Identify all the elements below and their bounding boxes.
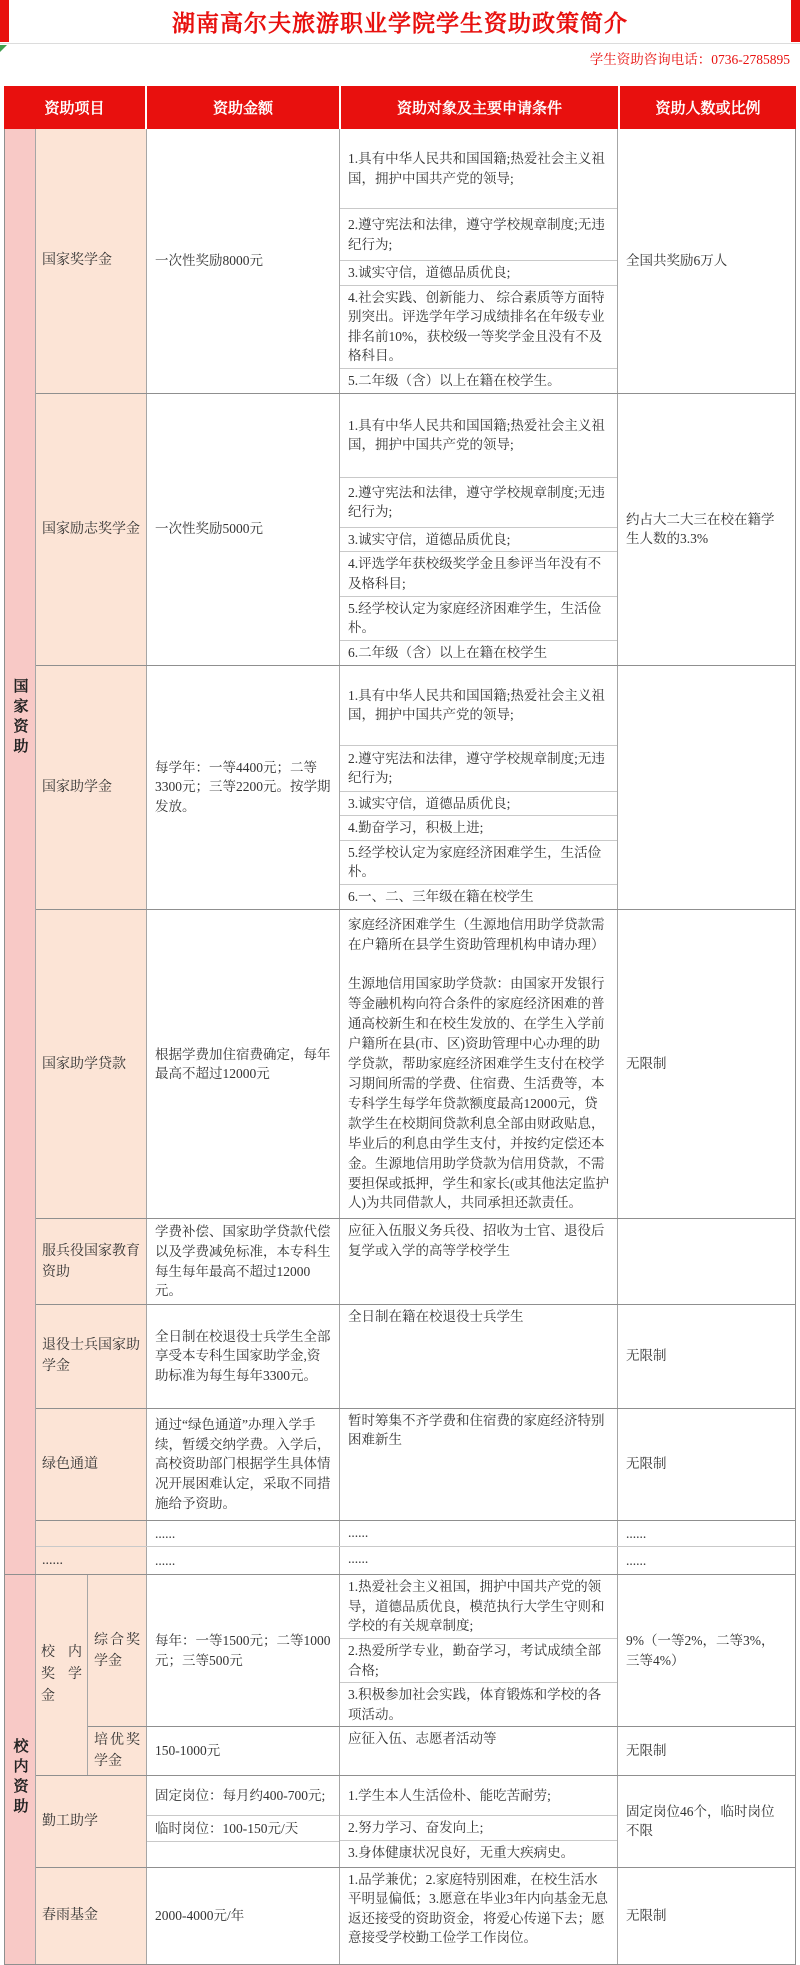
table-row [36,666,795,910]
amount-text: 每年：一等1500元；二等1000元；三等500元 [155,1633,331,1668]
condition-item: 应征入伍、志愿者活动等 [348,1731,497,1747]
amount-text: 一次性奖励8000元 [155,253,263,269]
project-name-cell [36,1219,147,1303]
conditions-cell [340,1521,618,1547]
quota-cell: 无限制 [626,1456,667,1472]
table-row [36,910,795,1220]
condition-item: ...... [348,1551,369,1567]
column-header-conditions: 资助对象及主要申请条件 [341,86,618,129]
phone-label: 学生资助咨询电话：0736-2785895 [589,52,790,67]
amount-text: 根据学费加住宿费确定，每年最高不超过12000元 [155,1046,331,1082]
condition-item: 3.身体健康状况良好，无重大疾病史。 [348,1844,575,1860]
amount-text: ...... [155,1525,176,1541]
condition-item: 6.一、二、三年级在籍在校学生 [348,889,534,905]
project-name-cell [36,1409,147,1520]
section-label-cell [5,129,36,1574]
amount-cell [147,394,340,665]
condition-item: 3.诚实守信，道德品质优良; [340,261,617,286]
project-name-cell [36,1521,147,1547]
column-header-amount: 资助金额 [147,86,339,129]
project-name-cell [36,129,147,393]
project-name-cell [36,666,147,909]
table-row [88,1575,795,1727]
condition-item: 4.评选学年获校级奖学金且参评当年没有不及格科目; [340,552,617,596]
project-name: 勤工助学 [42,1813,98,1829]
project-name: ...... [42,1553,63,1569]
quota-cell: ...... [626,1552,647,1568]
condition-item: 5.经学校认定为家庭经济困难学生，生活俭朴。 [340,597,617,641]
condition-item: 2.遵守宪法和法律，遵守学校规章制度;无违纪行为; [340,478,617,528]
project-name-cell [88,1727,147,1775]
condition-item: 1.热爱社会主义祖国，拥护中国共产党的领导，道德品质优良，模范执行大学生守则和学校的有关规章制度; [340,1575,617,1639]
group-row [36,1575,795,1776]
table-section [5,129,795,1574]
amount-text [147,1842,339,1867]
project-name: 国家奖学金 [42,253,112,269]
conditions-cell [340,1219,618,1303]
project-name: 春雨基金 [42,1908,98,1924]
condition-item: 1.品学兼优；2.家庭特别困难，在校生活水平明显偏低；3.愿意在毕业3年内向基金无息返还接受的资助资金，将爱心传递下去；愿意接受学校勤工俭学工作岗位。 [348,1871,608,1946]
amount-cell [147,129,340,393]
quota-cell [618,1219,795,1303]
condition-item: 4.勤奋学习，积极上进; [340,816,617,841]
page-title: 湖南高尔夫旅游职业学院学生资助政策简介 [172,11,628,36]
conditions-cell [340,1409,618,1520]
amount-cell [147,1409,340,1520]
amount-cell [147,910,340,1219]
quota-cell [618,666,795,909]
amount-text: 一次性奖励5000元 [155,521,263,537]
conditions-cell [340,910,618,1219]
group-name-cell [36,1575,88,1775]
section-rows [36,1575,795,1964]
project-name-cell [36,910,147,1219]
group-name: 校内奖学金 [41,1644,82,1705]
phone-row [0,44,800,72]
condition-item: 全日制在籍在校退役士兵学生 [348,1308,524,1324]
table-row [36,1219,795,1304]
amount-text: ...... [155,1552,176,1568]
conditions-cell [340,1868,618,1964]
green-corner-marker [0,45,7,52]
project-name-cell [88,1575,147,1726]
conditions-cell [340,1776,618,1867]
red-corner-bar-left [0,0,9,42]
project-name: 国家助学金 [42,779,112,795]
amount-text: 每学年：一等4400元；二等3300元；三等2200元。按学期发放。 [155,759,331,815]
condition-item: 应征入伍服义务兵役、招收为士官、退役后复学或入学的高等学校学生 [348,1223,605,1258]
condition-item: 3.积极参加社会实践，体育锻炼和学校的各项活动。 [348,1687,602,1722]
table-row [36,1409,795,1521]
condition-item: 2.遵守宪法和法律，遵守学校规章制度;无违纪行为; [340,209,617,261]
quota-cell: 无限制 [626,1056,667,1072]
table-row [36,394,795,666]
table-header-row [4,86,796,129]
condition-paragraph: 生源地信用国家助学贷款：由国家开发银行等金融机构向符合条件的家庭经济困难的普通高校新生和在校生发放的、在学生入学前户籍所在县(市、区)资助管理中心办理的助学贷款，帮助家庭经济困难学生支付在校学习期间所需的学费、住宿费、生活费等，本专科学生每学年贷款额度最高12000元，贷款学生在校期间贷款利息全部由财政贴息，毕业后的利息由学生支付，并按约定偿还本金。生源地信用助学贷款为信用贷款，不需要担保或抵押，学生和家长(或其他法定监护人)为共同借款人，共同承担还款责任。 [348,975,609,1211]
column-header-quota: 资助人数或比例 [620,86,796,129]
condition-item: 4.社会实践、创新能力、 综合素质等方面特别突出。评选学年学习成绩排名在年级专业排名前10%，获校级一等奖学金且没有不及格科目。 [340,286,617,369]
red-corner-bar-right [791,0,800,42]
amount-text: 学费补偿、国家助学贷款代偿以及学费减免标准，本专科生每生每年最高不超过12000元。 [155,1224,331,1299]
table-body [4,129,796,1965]
amount-text: 固定岗位：每月约400-700元; [147,1776,339,1816]
project-name: 国家励志奖学金 [42,521,140,537]
amount-cell [147,1547,340,1574]
condition-item: 2.努力学习、奋发向上; [340,1816,617,1841]
condition-item: 3.诚实守信，道德品质优良; [340,528,617,553]
project-name: 服兵役国家教育资助 [42,1243,140,1280]
project-name: 培优奖学金 [94,1733,140,1770]
table-row [36,129,795,394]
column-header-project: 资助项目 [4,86,145,129]
amount-cell [147,1521,340,1547]
amount-text: 通过“绿色通道”办理入学手续，暂缓交纳学费。入学后，高校资助部门根据学生具体情况开展困难认定，采取不同措施给予资助。 [155,1417,331,1511]
project-name-cell [36,1305,147,1408]
amount-cell [147,1727,340,1775]
aid-policy-table [4,86,796,1965]
project-name-cell [36,1776,147,1867]
quota-cell: 全国共奖励6万人 [626,253,728,269]
condition-item: 1.具有中华人民共和国国籍;热爱社会主义祖国，拥护中国共产党的领导; [340,394,617,478]
table-section [5,1574,795,1964]
condition-item: 1.学生本人生活俭朴、能吃苦耐劳; [340,1776,617,1816]
table-row [36,1305,795,1409]
condition-item: 5.经学校认定为家庭经济困难学生，生活俭朴。 [340,841,617,885]
conditions-cell [340,1305,618,1408]
table-row [36,1547,795,1574]
quota-cell: 无限制 [626,1348,667,1364]
condition-item: 6.二年级（含）以上在籍在校学生 [348,644,548,660]
amount-cell [147,1868,340,1964]
amount-cell [147,1305,340,1408]
project-name: 国家助学贷款 [42,1056,126,1072]
quota-cell: 无限制 [626,1743,667,1759]
table-row [36,1868,795,1964]
amount-cell [147,1219,340,1303]
quota-cell: ...... [626,1525,647,1541]
conditions-cell [340,1547,618,1574]
condition-item: 2.热爱所学专业，勤奋学习，考试成绩全部合格; [340,1639,617,1683]
amount-text: 临时岗位：100-150元/天 [147,1816,339,1842]
project-name: 退役士兵国家助学金 [42,1338,140,1375]
group-rows [88,1575,795,1775]
condition-item: 1.具有中华人民共和国国籍;热爱社会主义祖国，拥护中国共产党的领导; [340,666,617,746]
amount-cell [147,1575,340,1726]
project-name-cell [36,394,147,665]
quota-cell: 约占大二大三在校在籍学生人数的3.3% [626,511,775,547]
condition-paragraphs [340,910,617,1219]
project-name-cell [36,1868,147,1964]
section-label: 校内资助 [11,1738,28,1819]
condition-paragraph: 家庭经济困难学生（生源地信用助学贷款需在户籍所在县学生资助管理机构申请办理） [348,916,605,952]
table-row [36,1776,795,1868]
condition-item: 5.二年级（含）以上在籍在校学生。 [348,373,561,389]
quota-cell: 固定岗位46个，临时岗位不限 [626,1803,775,1839]
title-bar [0,0,800,44]
condition-item: 2.遵守宪法和法律，遵守学校规章制度;无违纪行为; [340,746,617,792]
table-row [36,1521,795,1548]
project-name-cell [36,1547,147,1574]
section-label: 国家资助 [11,678,28,759]
table-row [88,1727,795,1775]
condition-item: ...... [348,1524,369,1540]
quota-cell: 9%（一等2%，二等3%，三等4%） [626,1633,775,1668]
condition-item: 3.诚实守信，道德品质优良; [340,792,617,817]
conditions-cell [340,129,618,393]
project-name: 综合奖学金 [94,1632,140,1669]
amount-cell [147,666,340,909]
amount-text: 150-1000元 [155,1743,221,1759]
section-rows [36,129,795,1574]
amount-text: 全日制在校退役士兵学生全部享受本专科生国家助学金,资助标准为每生每年3300元。 [155,1328,331,1383]
conditions-cell [340,666,618,909]
amount-cell [147,1776,340,1867]
conditions-cell [340,394,618,665]
amount-text: 2000-4000元/年 [155,1907,245,1923]
project-name: 绿色通道 [42,1456,98,1472]
quota-cell: 无限制 [626,1907,667,1923]
condition-item: 暂时筹集不齐学费和住宿费的家庭经济特别困难新生 [348,1412,605,1448]
condition-item: 1.具有中华人民共和国国籍;热爱社会主义祖国，拥护中国共产党的领导; [340,129,617,209]
section-label-cell [5,1575,36,1964]
conditions-cell [340,1727,618,1775]
conditions-cell [340,1575,618,1726]
